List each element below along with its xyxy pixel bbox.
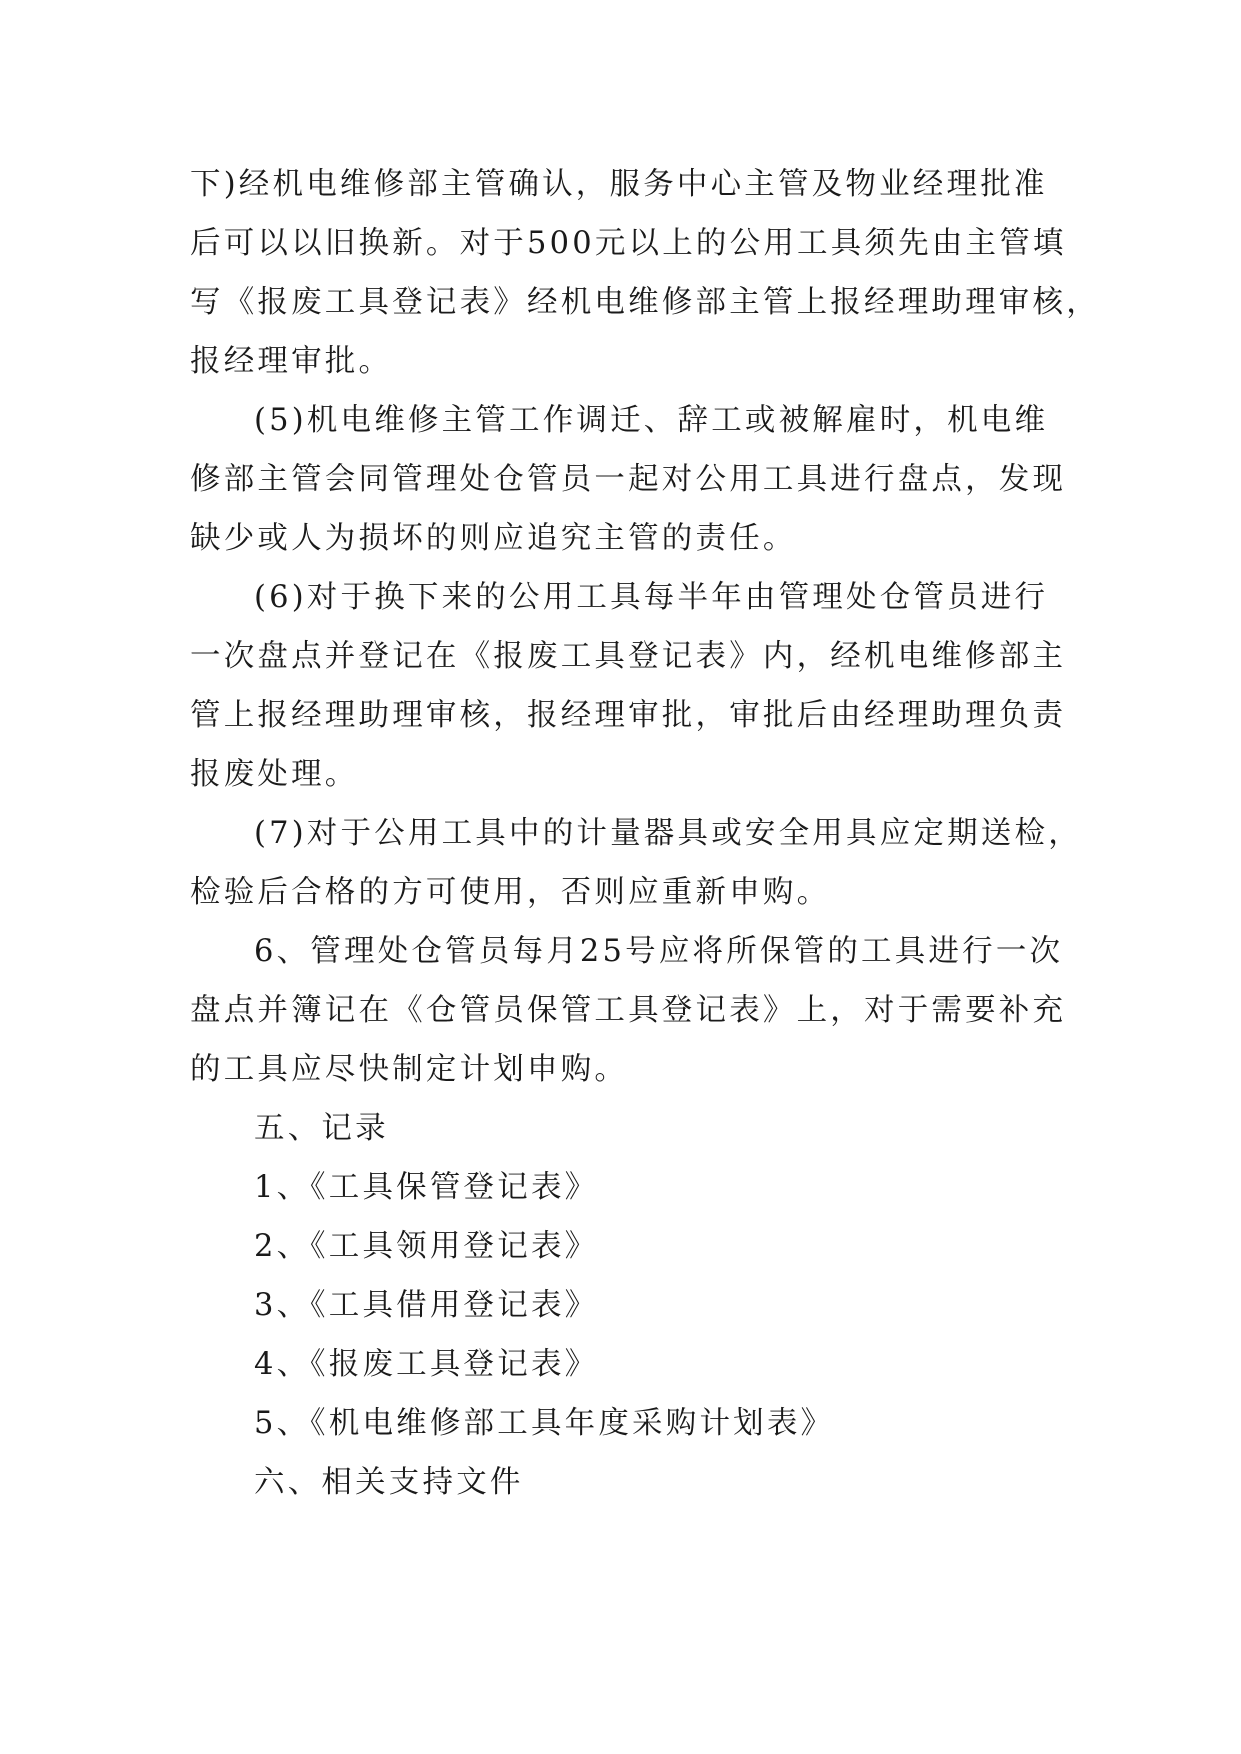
section-heading: 五、记录 xyxy=(254,1111,389,1146)
paragraph xyxy=(190,568,1067,804)
text-line: (7)对于公用工具中的计量器具或安全用具应定期送检， xyxy=(254,816,1082,851)
list-item: 4、《报废工具登记表》 xyxy=(254,1347,599,1382)
text-line: 6、管理处仓管员每月25号应将所保管的工具进行一次 xyxy=(254,934,1064,969)
text-line: (6)对于换下来的公用工具每半年由管理处仓管员进行 xyxy=(254,580,1049,615)
text-line: (5)机电维修主管工作调迁、辞工或被解雇时，机电维 xyxy=(254,403,1049,438)
paragraph xyxy=(190,804,1082,922)
text-line: 管上报经理助理审核，报经理审批，审批后由经理助理负责 xyxy=(190,698,1067,733)
list-item: 2、《工具领用登记表》 xyxy=(254,1229,599,1264)
text-line: 报废处理。 xyxy=(190,757,359,792)
text-line: 的工具应尽快制定计划申购。 xyxy=(190,1052,629,1087)
paragraph xyxy=(190,922,1067,1099)
text-line: 后可以以旧换新。对于500元以上的公用工具须先由主管填 xyxy=(190,226,1067,261)
text-line: 下)经机电维修部主管确认，服务中心主管及物业经理批准 xyxy=(190,167,1048,202)
text-line: 缺少或人为损坏的则应追究主管的责任。 xyxy=(190,521,797,556)
text-line: 盘点并簿记在《仓管员保管工具登记表》上，对于需要补充 xyxy=(190,993,1067,1028)
list-item: 5、《机电维修部工具年度采购计划表》 xyxy=(254,1406,835,1441)
text-line: 报经理审批。 xyxy=(190,344,393,379)
text-line: 检验后合格的方可使用，否则应重新申购。 xyxy=(190,875,831,910)
list-item: 3、《工具借用登记表》 xyxy=(254,1288,599,1323)
paragraph xyxy=(190,155,1100,391)
list-item: 1、《工具保管登记表》 xyxy=(254,1170,599,1205)
text-line: 一次盘点并登记在《报废工具登记表》内，经机电维修部主 xyxy=(190,639,1067,674)
document-body xyxy=(190,155,1100,1512)
text-line: 修部主管会同管理处仓管员一起对公用工具进行盘点，发现 xyxy=(190,462,1067,497)
text-line: 写《报废工具登记表》经机电维修部主管上报经理助理审核， xyxy=(190,285,1100,320)
section-heading: 六、相关支持文件 xyxy=(254,1465,524,1500)
paragraph xyxy=(190,391,1067,568)
